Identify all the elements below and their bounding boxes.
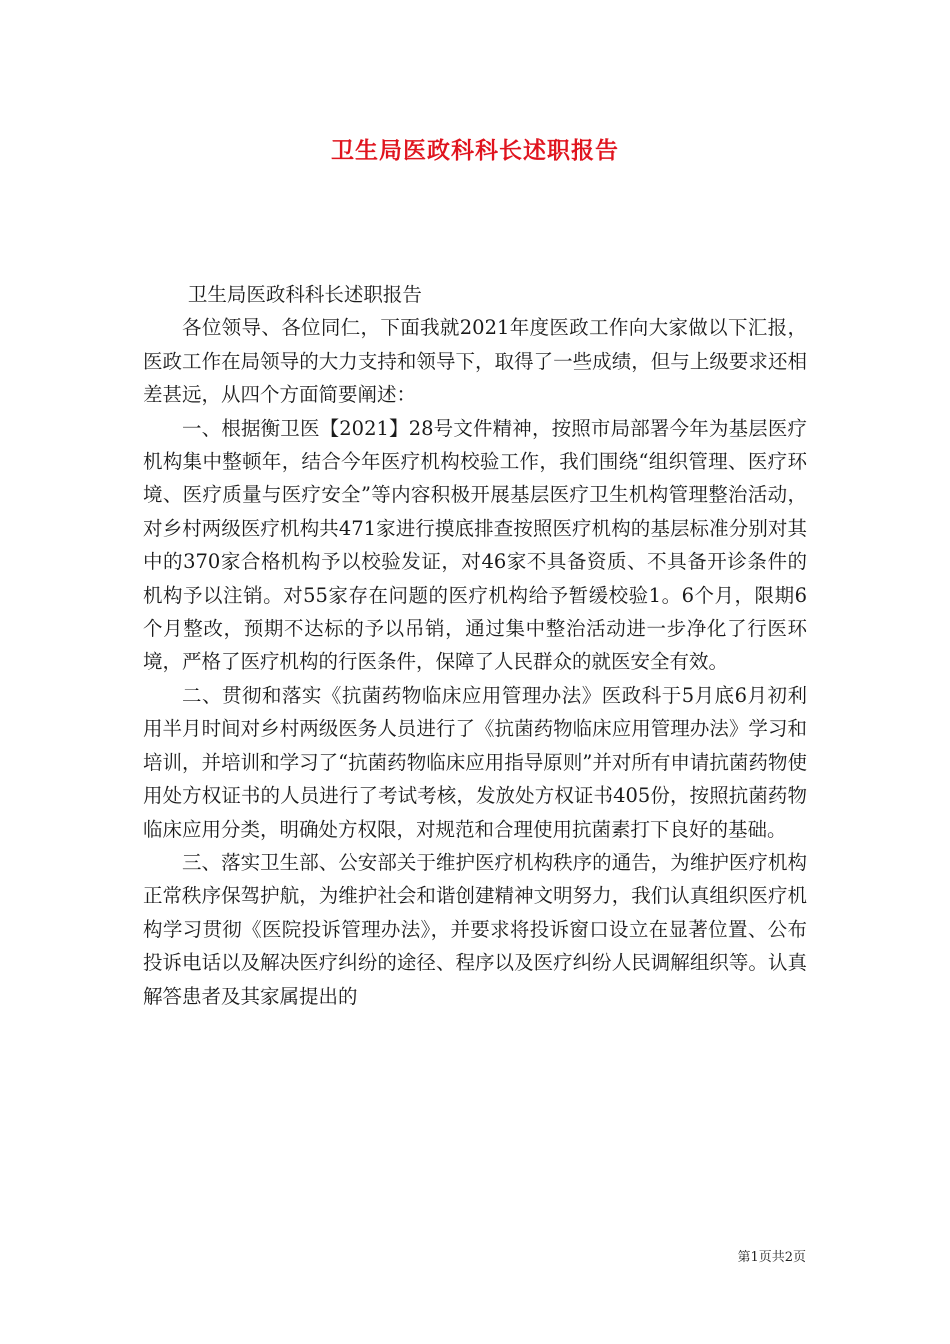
paragraph-section-3: 三、落实卫生部、公安部关于维护医疗机构秩序的通告，为维护医疗机构正常秩序保驾护航，为维护社会和谐创建精神文明努力，我们认真组织医疗机构学习贯彻《医院投诉管理办法》，并要求将投诉窗口设立在显著位置、公布投诉电话以及解决医疗纠纷的途径、程序以及医疗纠纷人民调解组织等。认真解答患者及其家属提出的 — [143, 850, 807, 1008]
paragraph-heading: 卫生局医政科科长述职报告 — [187, 283, 422, 306]
paragraph-section-2: 二、贯彻和落实《抗菌药物临床应用管理办法》医政科于5月底6月初利用半月时间对乡村两级医务人员进行了《抗菌药物临床应用管理办法》学习和培训，并培训和学习了“抗菌药物临床应用指导原则”并对所有申请抗菌药物使用处方权证书的人员进行了考试考核，发放处方权证书405份，按照抗菌药物临床应用分类，明确处方权限，对规范和合理使用抗菌素打下良好的基础。 — [143, 683, 807, 841]
paragraph-intro: 各位领导、各位同仁，下面我就2021年度医政工作向大家做以下汇报，医政工作在局领导的大力支持和领导下，取得了一些成绩，但与上级要求还相差甚远，从四个方面简要阐述： — [143, 316, 807, 407]
document-title: 卫生局医政科科长述职报告 — [331, 137, 619, 164]
page-number: 第1页共2页 — [737, 1250, 806, 1265]
document-body — [143, 278, 807, 1013]
paragraph-section-1: 一、根据衡卫医【2021】28号文件精神，按照市局部署今年为基层医疗机构集中整顿年，结合今年医疗机构校验工作，我们围绕“组织管理、医疗环境、医疗质量与医疗安全”等内容积极开展基层医疗卫生机构管理整治活动，对乡村两级医疗机构共471家进行摸底排查按照医疗机构的基层标准分别对其中的370家合格机构予以校验发证，对46家不具备资质、不具备开诊条件的机构予以注销。对55家存在问题的医疗机构给予暂缓校验1。6个月，限期6个月整改，预期不达标的予以吊销，通过集中整治活动进一步净化了行医环境，严格了医疗机构的行医条件，保障了人民群众的就医安全有效。 — [143, 416, 807, 674]
